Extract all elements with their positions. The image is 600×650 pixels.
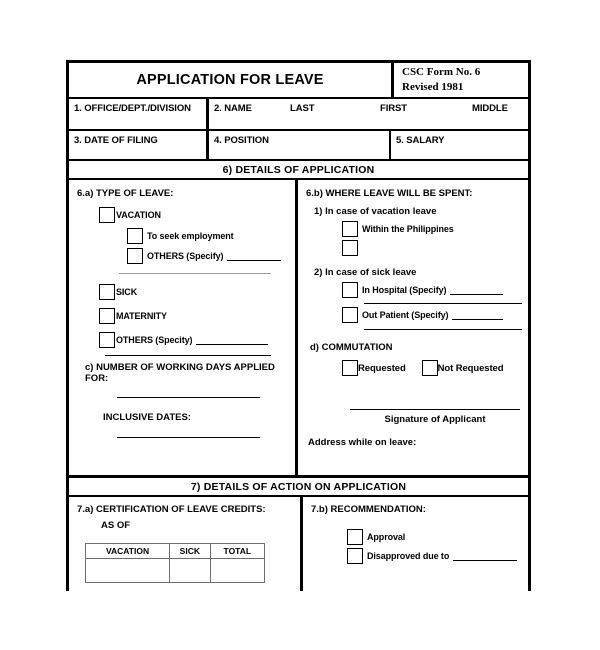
section-7a-heading: 7.a) CERTIFICATION OF LEAVE CREDITS: bbox=[77, 504, 266, 515]
field-salary[interactable] bbox=[391, 131, 528, 159]
checkbox-to-seek-employment-icon[interactable] bbox=[127, 228, 143, 244]
option-disapproved-label: Disapproved due to bbox=[367, 551, 450, 561]
field-name-middle-label: MIDDLE bbox=[472, 103, 508, 114]
section-6a-type-of-leave bbox=[69, 180, 298, 475]
section-6-banner-label: 6) DETAILS OF APPLICATION bbox=[222, 163, 375, 176]
signature-label: Signature of Applicant bbox=[384, 414, 486, 425]
signature-line[interactable] bbox=[350, 409, 520, 410]
leave-credits-table bbox=[85, 543, 265, 583]
option-maternity[interactable] bbox=[99, 308, 289, 324]
option-vacation[interactable] bbox=[99, 207, 289, 223]
option-vacation-others-label: OTHERS (Specify) bbox=[147, 251, 224, 261]
identification-row-1 bbox=[69, 99, 528, 131]
field-name-last-label: LAST bbox=[290, 103, 315, 114]
column-header-sick: SICK bbox=[170, 544, 211, 559]
input-working-days[interactable] bbox=[117, 397, 260, 398]
field-name[interactable] bbox=[209, 99, 528, 129]
checkbox-vacation-icon[interactable] bbox=[99, 207, 115, 223]
input-disapproved-reason[interactable] bbox=[453, 551, 517, 561]
checkbox-approval-icon[interactable] bbox=[347, 529, 363, 545]
field-name-label: 2. NAME bbox=[214, 103, 252, 114]
section-7-banner bbox=[69, 478, 528, 497]
column-header-total: TOTAL bbox=[210, 544, 264, 559]
checkbox-in-hospital-icon[interactable] bbox=[342, 282, 358, 298]
section-7b-heading: 7.b) RECOMMENDATION: bbox=[311, 504, 426, 515]
field-date-of-filing[interactable] bbox=[69, 131, 209, 159]
option-out-patient-label: Out Patient (Specify) bbox=[362, 310, 449, 320]
cell-vacation-credits[interactable] bbox=[86, 559, 170, 583]
form-title-row bbox=[69, 63, 528, 99]
working-days-label: c) NUMBER OF WORKING DAYS APPLIED FOR: bbox=[85, 362, 275, 384]
input-vacation-others-specify[interactable] bbox=[227, 251, 281, 261]
option-vacation-label: VACATION bbox=[116, 210, 161, 220]
option-within-philippines-label: Within the Philippines bbox=[362, 224, 454, 234]
checkbox-commutation-requested-icon[interactable] bbox=[342, 360, 358, 376]
address-while-on-leave-label: Address while on leave: bbox=[308, 437, 417, 448]
option-maternity-label: MATERNITY bbox=[116, 311, 167, 321]
option-sick-label: SICK bbox=[116, 287, 138, 297]
checkbox-out-patient-icon[interactable] bbox=[342, 307, 358, 323]
option-others[interactable] bbox=[99, 332, 289, 348]
checkbox-commutation-not-requested-icon[interactable] bbox=[422, 360, 438, 376]
input-in-hospital-specify[interactable] bbox=[450, 285, 503, 295]
option-sick[interactable] bbox=[99, 284, 289, 300]
section-6a-heading: 6.a) TYPE OF LEAVE: bbox=[77, 188, 174, 199]
cell-total-credits[interactable] bbox=[210, 559, 264, 583]
out-patient-continuation-line bbox=[364, 329, 522, 330]
option-vacation-abroad[interactable] bbox=[342, 240, 522, 256]
section-6b-where-leave-spent bbox=[298, 180, 528, 475]
inclusive-dates-label: INCLUSIVE DATES: bbox=[103, 412, 191, 423]
form-revision: Revised 1981 bbox=[402, 81, 464, 93]
section-7b-recommendation bbox=[303, 497, 528, 591]
section-6-banner bbox=[69, 161, 528, 180]
leave-application-form bbox=[66, 60, 531, 591]
page-title: APPLICATION FOR LEAVE bbox=[136, 72, 324, 88]
section-7a-leave-credits bbox=[69, 497, 303, 591]
option-commutation-requested-label: Requested bbox=[358, 362, 406, 374]
option-commutation-not-requested-label: Not Requested bbox=[437, 362, 504, 374]
field-date-of-filing-label: 3. DATE OF FILING bbox=[74, 135, 158, 146]
identification-row-2 bbox=[69, 131, 528, 161]
checkbox-sick-icon[interactable] bbox=[99, 284, 115, 300]
cell-sick-credits[interactable] bbox=[170, 559, 211, 583]
table-header-row bbox=[86, 544, 265, 559]
option-disapproved[interactable] bbox=[347, 548, 522, 564]
checkbox-others-icon[interactable] bbox=[99, 332, 115, 348]
in-hospital-continuation-line bbox=[364, 303, 522, 304]
sick-leave-case-label: 2) In case of sick leave bbox=[314, 267, 417, 278]
option-vacation-others[interactable] bbox=[127, 248, 289, 264]
input-inclusive-dates[interactable] bbox=[117, 437, 260, 438]
field-office-division[interactable] bbox=[69, 99, 209, 129]
vacation-leave-case-label: 1) In case of vacation leave bbox=[314, 206, 437, 217]
option-others-label: OTHERS (Specity) bbox=[116, 335, 193, 345]
option-in-hospital[interactable] bbox=[342, 282, 522, 298]
section-6b-heading: 6.b) WHERE LEAVE WILL BE SPENT: bbox=[306, 188, 473, 199]
commutation-options bbox=[342, 360, 522, 376]
section-7-banner-label: 7) DETAILS OF ACTION ON APPLICATION bbox=[190, 480, 407, 493]
column-header-vacation: VACATION bbox=[86, 544, 170, 559]
checkbox-disapproved-icon[interactable] bbox=[347, 548, 363, 564]
option-out-patient[interactable] bbox=[342, 307, 522, 323]
type-of-leave-divider bbox=[119, 273, 271, 274]
others-continuation-line bbox=[105, 355, 271, 356]
section-6-body bbox=[69, 180, 528, 478]
checkbox-vacation-others-icon[interactable] bbox=[127, 248, 143, 264]
form-number-cell bbox=[394, 63, 528, 97]
option-in-hospital-label: In Hospital (Specify) bbox=[362, 285, 447, 295]
field-salary-label: 5. SALARY bbox=[396, 135, 445, 146]
option-approval[interactable] bbox=[347, 529, 522, 545]
option-within-philippines[interactable] bbox=[342, 221, 522, 237]
field-position-label: 4. POSITION bbox=[214, 135, 269, 146]
as-of-label: AS OF bbox=[101, 520, 131, 531]
field-position[interactable] bbox=[209, 131, 391, 159]
commutation-heading: d) COMMUTATION bbox=[310, 342, 393, 353]
checkbox-within-philippines-icon[interactable] bbox=[342, 221, 358, 237]
checkbox-maternity-icon[interactable] bbox=[99, 308, 115, 324]
form-title-cell bbox=[69, 63, 394, 97]
field-name-first-label: FIRST bbox=[380, 103, 407, 114]
input-out-patient-specify[interactable] bbox=[452, 310, 503, 320]
form-number: CSC Form No. 6 bbox=[402, 66, 481, 79]
option-to-seek-employment[interactable] bbox=[127, 228, 289, 244]
option-to-seek-employment-label: To seek employment bbox=[147, 231, 234, 241]
table-row bbox=[86, 559, 265, 583]
section-7-body bbox=[69, 497, 528, 591]
field-office-division-label: 1. OFFICE/DEPT./DIVISION bbox=[74, 103, 191, 114]
input-others-specify[interactable] bbox=[196, 335, 268, 345]
option-approval-label: Approval bbox=[367, 532, 406, 542]
checkbox-vacation-abroad-icon[interactable] bbox=[342, 240, 358, 256]
